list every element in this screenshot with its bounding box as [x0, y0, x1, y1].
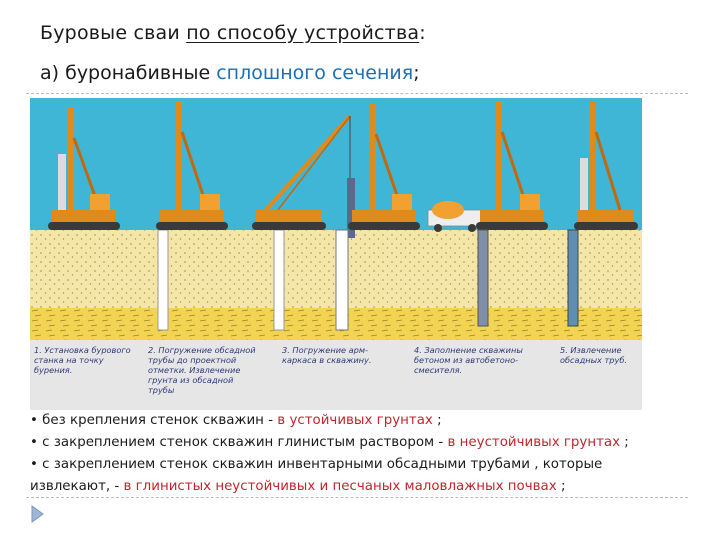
pile-3-reinforcement: [336, 230, 348, 330]
drilling-illustration: [30, 98, 642, 410]
title-suffix: :: [419, 22, 426, 44]
caption-step-2: 2. Погружение обсадной трубы до проектной отметки. Извлечение грунта из обсадной трубы: [148, 345, 256, 395]
pile-1: [158, 230, 168, 330]
bullet-item: • с закреплением стенок скважин глинистым раствором - в неустойчивых грунтах ;: [30, 435, 629, 450]
triangle-right-icon[interactable]: [30, 505, 44, 523]
title-prefix: Буровые сваи: [40, 22, 180, 44]
caption-step-1: 1. Установка бурового станка на точку бурения.: [34, 345, 131, 375]
pile-2: [274, 230, 284, 330]
title-underlined: по способу устройства: [186, 22, 420, 44]
sky-area: [30, 98, 642, 230]
pile-4-concrete: [478, 230, 488, 326]
pile-5-finished: [568, 230, 578, 326]
caption-step-3: 3. Погружение арм-каркаса в скважину.: [282, 345, 372, 365]
slide-subtitle: [40, 62, 420, 84]
top-divider: [26, 93, 688, 94]
subtitle-prefix: а) буронабивные: [40, 62, 211, 84]
slide-title: [40, 22, 426, 44]
subtitle-suffix: ;: [413, 62, 420, 84]
bullet-item: • с закреплением стенок скважин инвентарными обсадными трубами , которые: [30, 457, 603, 472]
bullet-item: • без крепления стенок скважин - в устойчивых грунтах ;: [30, 413, 442, 428]
bullet-item: извлекают, - в глинистых неустойчивых и песчаных маловлажных почвах ;: [30, 479, 566, 494]
caption-step-5: 5. Извлечение обсадных труб.: [560, 345, 627, 365]
caption-step-4: 4. Заполнение скважины бетоном из автобетоно-смесителя.: [414, 345, 523, 375]
subtitle-highlight: сплошного сечения: [216, 62, 414, 84]
bullet-list: [30, 410, 700, 498]
bottom-divider: [26, 497, 688, 498]
